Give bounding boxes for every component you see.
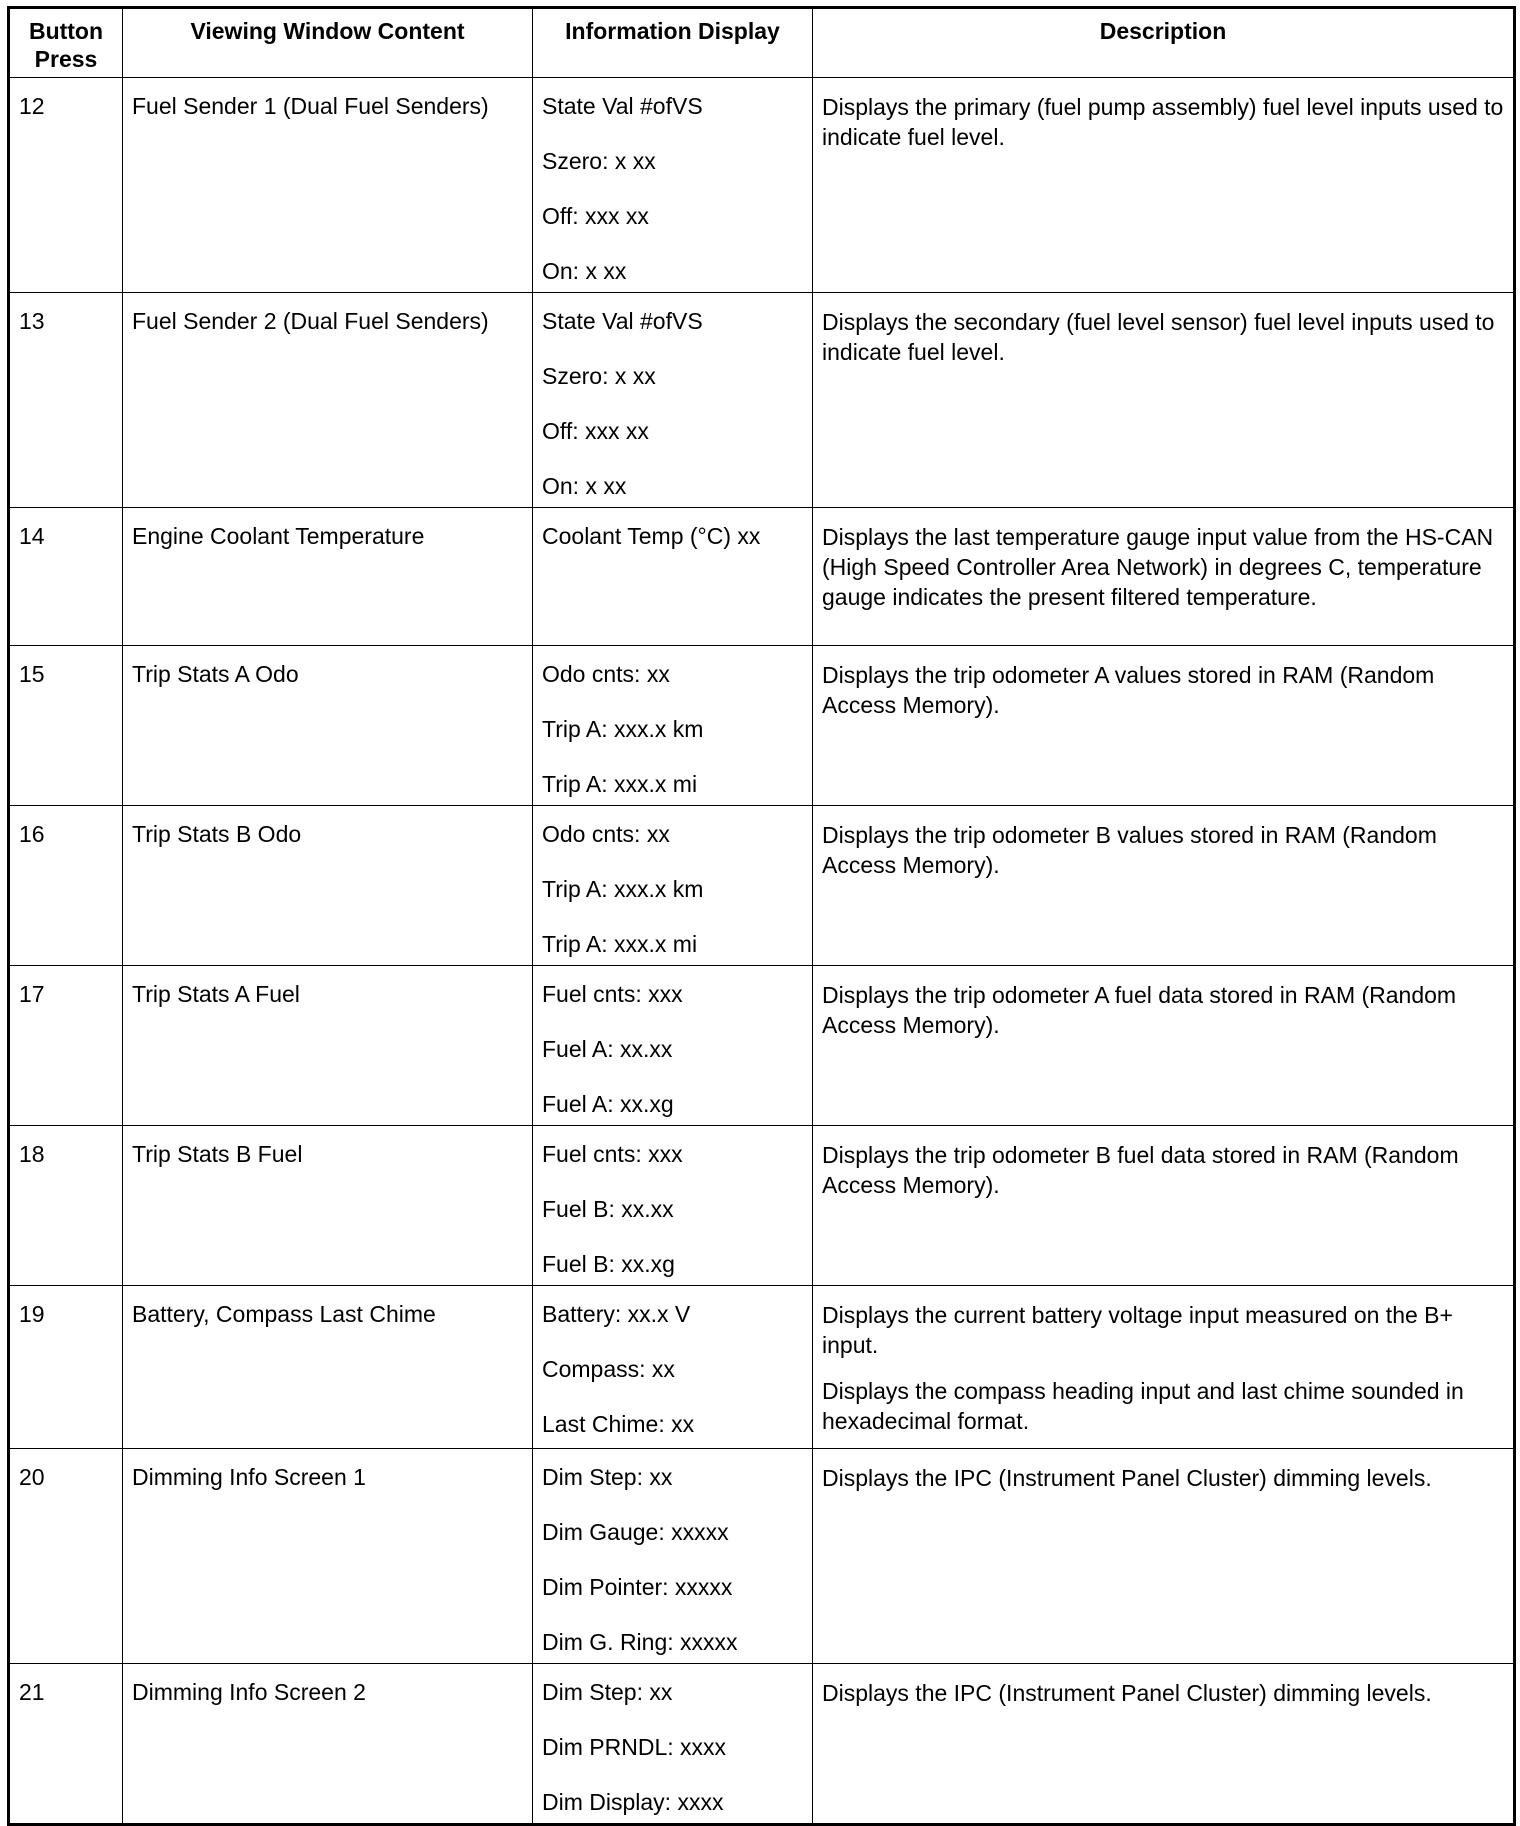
table-row: [9, 966, 1515, 1126]
viewing-window-cell: Fuel Sender 1 (Dual Fuel Senders): [123, 78, 533, 293]
information-display-line: Fuel B: xx.xg: [542, 1251, 675, 1277]
information-display-cell: [533, 293, 813, 508]
information-display-cell: [533, 1449, 813, 1664]
table-row: [9, 78, 1515, 293]
viewing-window-cell: Trip Stats A Odo: [123, 646, 533, 806]
table-container: [7, 6, 1516, 1826]
description-paragraph: Displays the compass heading input and last chime sounded in hexadecimal format.: [822, 1378, 1464, 1434]
table-row: [9, 1664, 1515, 1825]
viewing-window-cell: Trip Stats B Odo: [123, 806, 533, 966]
information-display-line: Fuel cnts: xxx: [542, 981, 683, 1007]
button-press-cell: 17: [9, 966, 123, 1126]
table-row: [9, 293, 1515, 508]
description-paragraph: Displays the trip odometer B fuel data stored in RAM (Random Access Memory).: [822, 1142, 1459, 1198]
information-display-line: Trip A: xxx.x mi: [542, 931, 698, 957]
description-cell: [813, 806, 1515, 966]
button-press-cell: 13: [9, 293, 123, 508]
description-paragraph: Displays the secondary (fuel level sensor) fuel level inputs used to indicate fuel level.: [822, 309, 1495, 365]
table-body: [9, 78, 1515, 1825]
button-press-cell: 21: [9, 1664, 123, 1825]
information-display-line: Trip A: xxx.x mi: [542, 771, 698, 797]
button-press-cell: 14: [9, 508, 123, 646]
description-paragraph: Displays the current battery voltage input measured on the B+ input.: [822, 1302, 1453, 1358]
viewing-window-cell: Battery, Compass Last Chime: [123, 1286, 533, 1449]
viewing-window-cell: Engine Coolant Temperature: [123, 508, 533, 646]
information-display-line: Dim Step: xx: [542, 1464, 673, 1490]
information-display-line: State Val #ofVS: [542, 308, 703, 334]
table-row: [9, 1126, 1515, 1286]
description-paragraph: Displays the trip odometer B values stored in RAM (Random Access Memory).: [822, 822, 1437, 878]
information-display-line: Fuel B: xx.xx: [542, 1196, 674, 1222]
information-display-line: Battery: xx.x V: [542, 1301, 691, 1327]
information-display-cell: [533, 966, 813, 1126]
information-display-line: Dim Display: xxxx: [542, 1789, 724, 1815]
information-display-line: Odo cnts: xx: [542, 661, 670, 687]
header-row: [9, 8, 1515, 78]
table-row: [9, 508, 1515, 646]
description-cell: [813, 966, 1515, 1126]
header-viewing-window-content: Viewing Window Content: [123, 8, 533, 78]
description-paragraph: Displays the IPC (Instrument Panel Cluster) dimming levels.: [822, 1465, 1432, 1491]
description-cell: [813, 1126, 1515, 1286]
information-display-cell: [533, 806, 813, 966]
viewing-window-cell: Trip Stats B Fuel: [123, 1126, 533, 1286]
description-paragraph: Displays the trip odometer A fuel data stored in RAM (Random Access Memory).: [822, 982, 1457, 1038]
information-display-line: State Val #ofVS: [542, 93, 703, 119]
information-display-line: Szero: x xx: [542, 148, 656, 174]
information-display-line: Fuel A: xx.xg: [542, 1091, 674, 1117]
table-row: [9, 806, 1515, 966]
viewing-window-cell: Dimming Info Screen 1: [123, 1449, 533, 1664]
information-display-cell: [533, 1286, 813, 1449]
information-display-line: Trip A: xxx.x km: [542, 716, 704, 742]
button-press-cell: 15: [9, 646, 123, 806]
information-display-cell: [533, 508, 813, 646]
information-display-line: Dim PRNDL: xxxx: [542, 1734, 727, 1760]
information-display-cell: [533, 1664, 813, 1825]
table-row: [9, 1449, 1515, 1664]
information-display-line: Coolant Temp (°C) xx: [542, 523, 761, 549]
information-display-line: Fuel cnts: xxx: [542, 1141, 683, 1167]
viewing-window-cell: Fuel Sender 2 (Dual Fuel Senders): [123, 293, 533, 508]
button-press-cell: 12: [9, 78, 123, 293]
header-description: Description: [813, 8, 1515, 78]
button-press-cell: 20: [9, 1449, 123, 1664]
information-display-line: Compass: xx: [542, 1356, 675, 1382]
button-press-cell: 18: [9, 1126, 123, 1286]
description-cell: [813, 508, 1515, 646]
information-display-line: Off: xxx xx: [542, 203, 649, 229]
description-paragraph: Displays the last temperature gauge input value from the HS-CAN (High Speed Controller Area Network) in degrees C, temperature gauge indicates the present filtered temperature.: [822, 524, 1494, 610]
description-cell: [813, 293, 1515, 508]
information-display-line: Dim Step: xx: [542, 1679, 673, 1705]
header-information-display: Information Display: [533, 8, 813, 78]
information-display-line: Dim Gauge: xxxxx: [542, 1519, 729, 1545]
information-display-line: Fuel A: xx.xx: [542, 1036, 673, 1062]
description-cell: [813, 1286, 1515, 1449]
description-paragraph: Displays the primary (fuel pump assembly) fuel level inputs used to indicate fuel level.: [822, 94, 1504, 150]
button-press-table: [7, 6, 1516, 1826]
description-cell: [813, 1664, 1515, 1825]
description-cell: [813, 78, 1515, 293]
viewing-window-cell: Dimming Info Screen 2: [123, 1664, 533, 1825]
description-paragraph: Displays the trip odometer A values stored in RAM (Random Access Memory).: [822, 662, 1435, 718]
table-row: [9, 1286, 1515, 1449]
information-display-line: Odo cnts: xx: [542, 821, 670, 847]
information-display-cell: [533, 646, 813, 806]
description-cell: [813, 1449, 1515, 1664]
button-press-cell: 19: [9, 1286, 123, 1449]
information-display-line: Last Chime: xx: [542, 1411, 695, 1437]
viewing-window-cell: Trip Stats A Fuel: [123, 966, 533, 1126]
information-display-cell: [533, 78, 813, 293]
information-display-line: Off: xxx xx: [542, 418, 649, 444]
information-display-line: On: x xx: [542, 473, 627, 499]
information-display-line: Szero: x xx: [542, 363, 656, 389]
information-display-line: Dim G. Ring: xxxxx: [542, 1629, 738, 1655]
button-press-cell: 16: [9, 806, 123, 966]
description-paragraph: Displays the IPC (Instrument Panel Cluster) dimming levels.: [822, 1680, 1432, 1706]
information-display-line: Dim Pointer: xxxxx: [542, 1574, 733, 1600]
header-button-press: Button Press: [9, 8, 123, 78]
information-display-line: Trip A: xxx.x km: [542, 876, 704, 902]
information-display-line: On: x xx: [542, 258, 627, 284]
description-cell: [813, 646, 1515, 806]
information-display-cell: [533, 1126, 813, 1286]
table-row: [9, 646, 1515, 806]
